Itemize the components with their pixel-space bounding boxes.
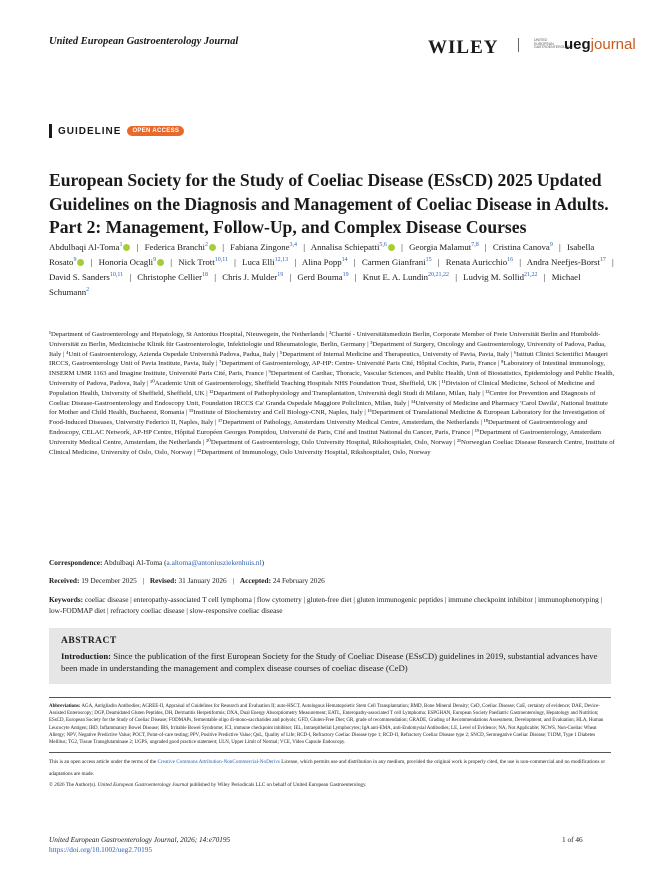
ueg-logo-word-a: ueg <box>564 36 591 53</box>
author[interactable] <box>242 257 288 267</box>
ueg-journal-logo[interactable] <box>518 36 636 53</box>
author[interactable] <box>362 257 432 267</box>
section-label: GUIDELINE <box>58 125 122 137</box>
license-statement <box>49 757 611 780</box>
author[interactable] <box>137 272 208 282</box>
author[interactable] <box>49 242 130 252</box>
abbreviations-text: AGA, Antigliadin Antibodies; AGREE-II, Appraisal of Guidelines for Research and Evaluation II; auto-HSCT, Autologous Hematopoietic Stem Cell Transplantation; BMD, Bone Mineral Density; CeD, Coeliac Disease; CoE, certainty of evidence; DAE, Device-Assisted Enteroscopy; DGP, Deamidated Gluten Peptides, DH, Dermatitis Herpetiformis; DXA, Dual Energy Absorptiometry Measurement; EATL, Enteropathy-associated T cell Lymphoma; ESPGHAN, European Society Paediatric Gastroenterology, Hepatology and Nutrition; ESsCD, European Society for the Study of Coeliac Disease; FODMAPs, fermentable oligo di-mono-saccharides and polyols; GFD, Gluten-Free Diet; GR, grade of recommendation; GRADE, Grading of Recommendations Assessment, Development, and Evaluation; HLA, Human Leucocyte Antigen; IBD, Inflammatory Bowel Disease; IBS, Irritable Bowel Syndrome; ICI, immune checkpoint inhibitor; IEL, Intraepithelial Lymphocytes; IgA anti-EMA, anti-Endomysial Antibodies; LE, Level of Evidence; NA, Not Applicable; NCWS, Non-Coeliac Wheat Allergy; NPV, Negative Predictive Value; POCT, Point-of-care testing; PPV, Positive Predictive Value; QoL, Quality of Life; RCD-I, Refractory Coeliac Disease type 1; RCD-II, Refractory Coeliac Disease type 2; SNCD, Seronegative Coeliac Disease; T1DM, Type 1 Diabetes Mellitus; TG2, Tissue Transglutaminase 2; UGPS, ungraded good practice statement; ULN, Upper Limit of Normal; VCE, Video Capsule Endoscopy. <box>49 704 604 746</box>
author-affiliation-ref: 17 <box>599 257 606 264</box>
author-affiliation-ref: 12,13 <box>274 257 289 264</box>
author-affiliation-ref: 10,11 <box>214 257 228 264</box>
accepted-label: Accepted: <box>239 576 272 585</box>
author-affiliation-ref: 5,6 <box>379 242 387 248</box>
author-affiliation-ref: 19 <box>277 272 284 279</box>
abbreviations-label: Abbreviations: <box>49 704 81 709</box>
open-access-badge: OPEN ACCESS <box>127 126 184 136</box>
ueg-logo-word <box>564 36 636 53</box>
footer-doi-link[interactable]: https://doi.org/10.1002/ueg2.70195 <box>49 845 153 854</box>
copyright-post: published by Wiley Periodicals LLC on behalf of United European Gastroenterology. <box>188 782 367 788</box>
author[interactable] <box>178 257 228 267</box>
revised-date: 31 January 2026 <box>178 576 227 585</box>
author[interactable] <box>222 272 283 282</box>
article-type <box>49 124 184 138</box>
author-name: Renata Auricchio <box>445 257 508 268</box>
author-name: Michael Schumann <box>49 272 581 298</box>
author-separator: | <box>519 257 522 268</box>
author-affiliation-ref: 19 <box>342 272 349 279</box>
divider <box>49 752 611 753</box>
author[interactable] <box>446 257 513 267</box>
author-affiliation-ref: 9 <box>153 257 157 264</box>
keywords-label: Keywords: <box>49 595 84 604</box>
author-name: Nick Trott <box>178 257 215 268</box>
author-name: Andra Neefjes-Borst <box>526 257 600 268</box>
author-name: Knut E. A. Lundin <box>362 272 428 283</box>
author[interactable] <box>409 242 479 252</box>
author[interactable] <box>297 272 348 282</box>
author-separator: | <box>294 257 297 268</box>
author-separator: | <box>234 257 236 268</box>
author-separator: | <box>170 257 173 268</box>
ueg-logo-word-b: journal <box>590 36 636 53</box>
author-affiliation-ref: 21,22 <box>524 272 538 279</box>
ueg-logo-small-text: UNITED EUROPEAN GASTROENTEROLOGY <box>534 38 574 50</box>
license-post: License, which permits use and distribution in any medium, provided the original work is properly cited, the use is non-commercial and no modifications or adaptations are made. <box>49 759 606 777</box>
author-separator: | <box>455 272 457 283</box>
section-marker <box>49 124 52 138</box>
license-link[interactable]: Creative Commons Attribution-NonCommercial-NoDerivs <box>157 759 280 765</box>
author-separator: | <box>437 257 440 268</box>
orcid-icon[interactable] <box>77 259 84 266</box>
abstract-intro-label: Introduction: <box>61 651 112 661</box>
affiliations: ¹Department of Gastroenterology and Hepatology, St Antonius Hospital, Nieuwegein, the Netherlands | ²Charité - Universitätsmedizin Berlin, Corporate Member of Freie Universität Berlin and Humboldt-Universität zu Berlin, Medizinische Klinik für Gastroenterologie, Infektiologie und Rheumatologie, Berlin, Germany | ³Department of Surgery, Oncology and Gastroenterology, University of Padova, Padua, Italy | ⁴Unit of Gastroenterology, Azienda Ospedale Università Padova, Padua, Italy | ⁵Department of Internal Medicine and Therapeutics, University of Pavia, Pavia, Italy | ⁶Istituti Clinici Scientifici Maugeri IRCCS, Gastroenterology Unit of Pavia Institute, Pavia, Italy | ⁷Department of Gastroenterology, AP-HP: Centre- Université Paris Cité, Hôpital Cochin, Paris, France | ⁸Laboratory of Intestinal immunology, INSERM UMR 1163 and Imagine Institute, Université Paris Cité, Paris, France | ⁹Department of Cardiac, Thoracic, Vascular Sciences, and Public Health, Unit of Biostatistics, Epidemiology and Public Health, University of Padova, Padova, Italy | ¹⁰Academic Unit of Gastroenterology, Sheffield Teaching Hospitals NHS Foundation Trust, Sheffield, UK | ¹¹Division of Clinical Medicine, School of Medicine and Population Health, University of Sheffield, Sheffield, UK | ¹²Department of Pathophysiology and Transplantation, Università degli Studi di Milano, Milan, Italy | ¹³Centre for Prevention and Diagnosis of Coeliac Disease-Gastroenterology and Endoscopy Unit, Foundation IRCCS Ca' Granda Ospedale Maggiore Policlinico, Milan, Italy | ¹⁴University of Medicine and Pharmacy 'Carol Davila', National Institute for Mother and Child Health, Bucharest, Romania | ¹⁵Institute of Biochemistry and Cell Biology-CNR, Naples, Italy | ¹⁶Department of Translational Medicine & European Laboratory for the Investigation of Food-Induced Diseases, University Federico II, Naples, Italy | ¹⁷Department of Pathology, Amsterdam University Medical Centre, Amsterdam, the Netherlands | ¹⁸Department of Gastroenterology and Endoscopy, CELAC Network, AP-HP Centre, Hôpital Européen Georges Pompidou, Université de Paris, Cité and Institut National du Cancer, Paris, France | ¹⁹Department of Gastroenterology, Amsterdam University Medical Centre, Amsterdam, the Netherlands | ²⁰Department of Gastroenterology, Oslo University Hospital, Rikshospitalet, Oslo, Norway | ²¹Norwegian Coeliac Disease Research Centre, Institute of Clinical Medicine, University of Oslo, Oslo, Norway | ²²Department of Immunology, Oslo University Hospital, Rikshospitalet, Oslo, Norway <box>49 331 615 456</box>
footer-citation: United European Gastroenterology Journal, 2026; 14:e70195 <box>49 835 231 844</box>
correspondence-name: Abdulbaqi Al-Toma <box>103 558 163 567</box>
author-separator: | <box>401 241 403 252</box>
author-affiliation-ref: 10,11 <box>109 272 124 279</box>
received-label: Received: <box>49 576 80 585</box>
author-name: Fabiana Zingone <box>230 241 290 252</box>
license-pre: This is an open access article under the terms of the <box>49 759 158 765</box>
logo-divider <box>518 38 528 52</box>
author-name: Chris J. Mulder <box>222 272 278 283</box>
orcid-icon[interactable] <box>157 259 164 266</box>
received-date: 19 December 2025 <box>81 576 137 585</box>
author-name: Federica Branchi <box>144 241 205 252</box>
author-separator: | <box>543 272 546 283</box>
author[interactable] <box>99 257 164 267</box>
accepted-date: 24 February 2026 <box>272 576 325 585</box>
author-name: Luca Elli <box>242 257 275 268</box>
author-name: Cristina Canova <box>492 241 550 252</box>
author-separator: | <box>90 257 93 268</box>
article-dates: Received: 19 December 2025 | Revised: 31 January 2026 | Accepted: 24 February 2026 <box>49 576 325 585</box>
author-separator: | <box>559 241 561 252</box>
author-name: David S. Sanders <box>49 272 110 283</box>
author[interactable] <box>527 257 606 267</box>
correspondence: Correspondence: Abdulbaqi Al-Toma (a.altoma@antoniusziekenhuis.nl) <box>49 558 265 567</box>
revised-label: Revised: <box>149 576 177 585</box>
author-affiliation-ref: 1 <box>119 242 123 248</box>
author-name: Carmen Gianfrani <box>361 257 426 268</box>
abstract-heading: ABSTRACT <box>61 636 117 646</box>
author-name: Isabella Rosato <box>49 241 595 268</box>
author-name: Abdulbaqi Al-Toma <box>49 241 120 252</box>
author[interactable] <box>493 242 553 252</box>
author-name: Annalisa Schiepatti <box>310 241 380 252</box>
author-separator: | <box>136 241 139 252</box>
abstract-box <box>49 628 611 684</box>
article-title: European Society for the Study of Coeliac Disease (ESsCD) 2025 Updated Guidelines on the Diagnosis and Management of Coeliac Disease in Adults. Part 2: Management, Follow-Up, and Complex Disease Courses <box>49 170 609 237</box>
wiley-logo[interactable]: WILEY <box>428 37 499 58</box>
author-separator: | <box>214 272 217 283</box>
orcid-icon[interactable] <box>123 244 130 251</box>
author[interactable] <box>145 242 216 252</box>
author[interactable] <box>311 242 395 252</box>
copyright <box>49 782 367 788</box>
author-separator: | <box>303 241 306 252</box>
keywords <box>49 595 615 617</box>
correspondence-email-link[interactable]: a.altoma@antoniusziekenhuis.nl <box>166 558 262 567</box>
author-affiliation-ref: 7,8 <box>471 242 479 248</box>
author-separator: | <box>484 241 487 252</box>
author-affiliation-ref: 2 <box>86 287 90 294</box>
author-affiliation-ref: 9 <box>73 257 77 264</box>
author-separator: | <box>354 272 357 283</box>
copyright-pre: © 2026 The Author(s). <box>49 782 98 788</box>
orcid-icon[interactable] <box>209 244 216 251</box>
author-affiliation-ref: 20,21,22 <box>428 272 449 279</box>
author-name: Alina Popp <box>301 257 342 268</box>
author[interactable] <box>230 242 297 252</box>
correspondence-label: Correspondence: <box>49 558 103 567</box>
keywords-text: coeliac disease | enteropathy-associated T cell lymphoma | flow cytometry | gluten-free diet | gluten immunogenic peptides | immune checkpoint inhibitor | immunophenotyping | low-FODMAP diet | refractory coeliac disease | slow-responsive coeliac disease <box>49 595 603 615</box>
abbreviations <box>49 703 611 746</box>
author-affiliation-ref: 3,4 <box>289 242 298 248</box>
author-separator: | <box>612 257 614 268</box>
author-affiliation-ref: 2 <box>205 242 208 248</box>
author-affiliation-ref: 16 <box>507 257 514 264</box>
author-affiliation-ref: 14 <box>341 257 348 264</box>
author-separator: | <box>129 272 132 283</box>
author[interactable] <box>363 272 449 282</box>
author[interactable] <box>302 257 348 267</box>
author-list <box>49 239 619 300</box>
author-affiliation-ref: 9 <box>549 242 553 248</box>
author-name: Christophe Cellier <box>137 272 203 283</box>
divider <box>49 697 611 698</box>
copyright-journal: United European Gastroenterology Journal <box>97 782 189 788</box>
abstract-intro-text: Since the publication of the first European Society for the Study of Coeliac Disease (ESsCD) guidelines in 2019, substantial advances have been made in understanding the management and complex disease courses of coeliac disease (CeD) <box>61 651 598 674</box>
author[interactable] <box>49 272 123 282</box>
author-separator: | <box>222 241 224 252</box>
author-name: Honoria Ocagli <box>98 257 154 268</box>
journal-title: United European Gastroenterology Journal <box>49 36 239 47</box>
abstract-text <box>61 650 601 675</box>
author-separator: | <box>353 257 356 268</box>
author-affiliation-ref: 15 <box>425 257 432 264</box>
author-affiliation-ref: 18 <box>202 272 209 279</box>
orcid-icon[interactable] <box>388 244 395 251</box>
author-name: Ludvig M. Sollid <box>463 272 525 283</box>
author-name: Georgia Malamut <box>409 241 472 252</box>
page-number: 1 of 46 <box>562 835 583 844</box>
author-name: Gerd Bouma <box>297 272 343 283</box>
author-separator: | <box>289 272 292 283</box>
author[interactable] <box>463 272 537 282</box>
